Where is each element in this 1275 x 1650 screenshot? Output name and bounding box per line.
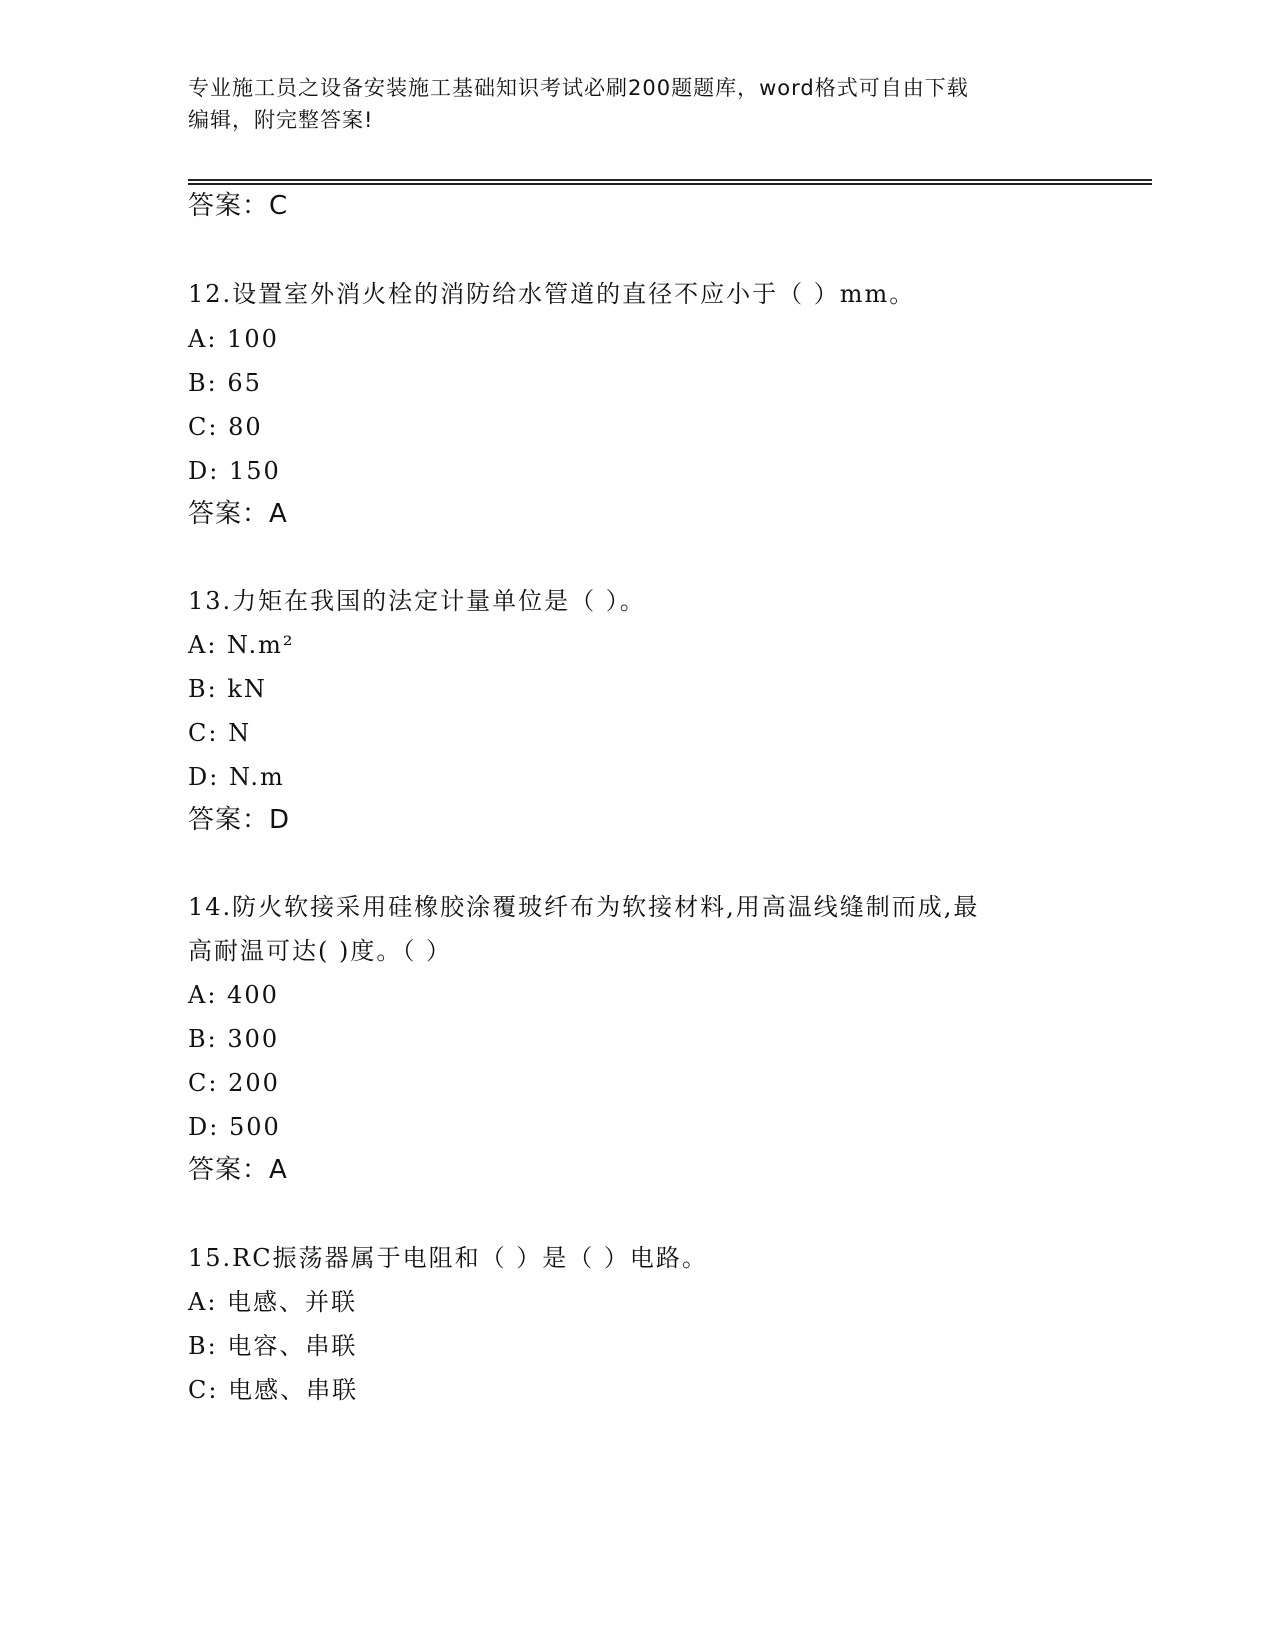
question-14-option-d: D: 500 bbox=[188, 1113, 281, 1141]
question-12-stem: 12.设置室外消火栓的消防给水管道的直径不应小于（ ）mm。 bbox=[188, 280, 916, 308]
question-12-option-d: D: 150 bbox=[188, 457, 281, 485]
question-14-option-b: B: 300 bbox=[188, 1025, 280, 1053]
answer-q11: 答案：C bbox=[188, 191, 289, 221]
header-divider bbox=[188, 179, 1152, 185]
question-14-stem-line-2: 高耐温可达( )度。（ ） bbox=[188, 937, 452, 965]
question-12-option-a: A: 100 bbox=[188, 325, 279, 353]
question-13-option-b: B: kN bbox=[188, 675, 267, 703]
header-line-1: 专业施工员之设备安装施工基础知识考试必刷200题题库，word格式可自由下载 bbox=[188, 76, 969, 100]
question-13-option-a: A: N.m² bbox=[188, 631, 295, 659]
question-15-option-a: A: 电感、并联 bbox=[188, 1288, 358, 1316]
question-12-option-c: C: 80 bbox=[188, 413, 263, 441]
question-13-option-d: D: N.m bbox=[188, 763, 285, 791]
question-15-option-b: B: 电容、串联 bbox=[188, 1332, 358, 1360]
question-15-stem: 15.RC振荡器属于电阻和（ ）是（ ）电路。 bbox=[188, 1244, 708, 1272]
question-13-stem: 13.力矩在我国的法定计量单位是（ ）。 bbox=[188, 587, 646, 615]
header-line-2: 编辑，附完整答案! bbox=[188, 108, 374, 132]
answer-q12: 答案：A bbox=[188, 499, 288, 529]
question-14-option-c: C: 200 bbox=[188, 1069, 280, 1097]
question-14-option-a: A: 400 bbox=[188, 981, 279, 1009]
answer-q14: 答案：A bbox=[188, 1155, 288, 1185]
question-13-option-c: C: N bbox=[188, 719, 252, 747]
question-12-option-b: B: 65 bbox=[188, 369, 262, 397]
document-header bbox=[188, 72, 1078, 136]
answer-q13: 答案：D bbox=[188, 805, 291, 835]
question-15-option-c: C: 电感、串联 bbox=[188, 1376, 359, 1404]
question-14-stem-line-1: 14.防火软接采用硅橡胶涂覆玻纤布为软接材料,用高温线缝制而成,最 bbox=[188, 893, 980, 921]
